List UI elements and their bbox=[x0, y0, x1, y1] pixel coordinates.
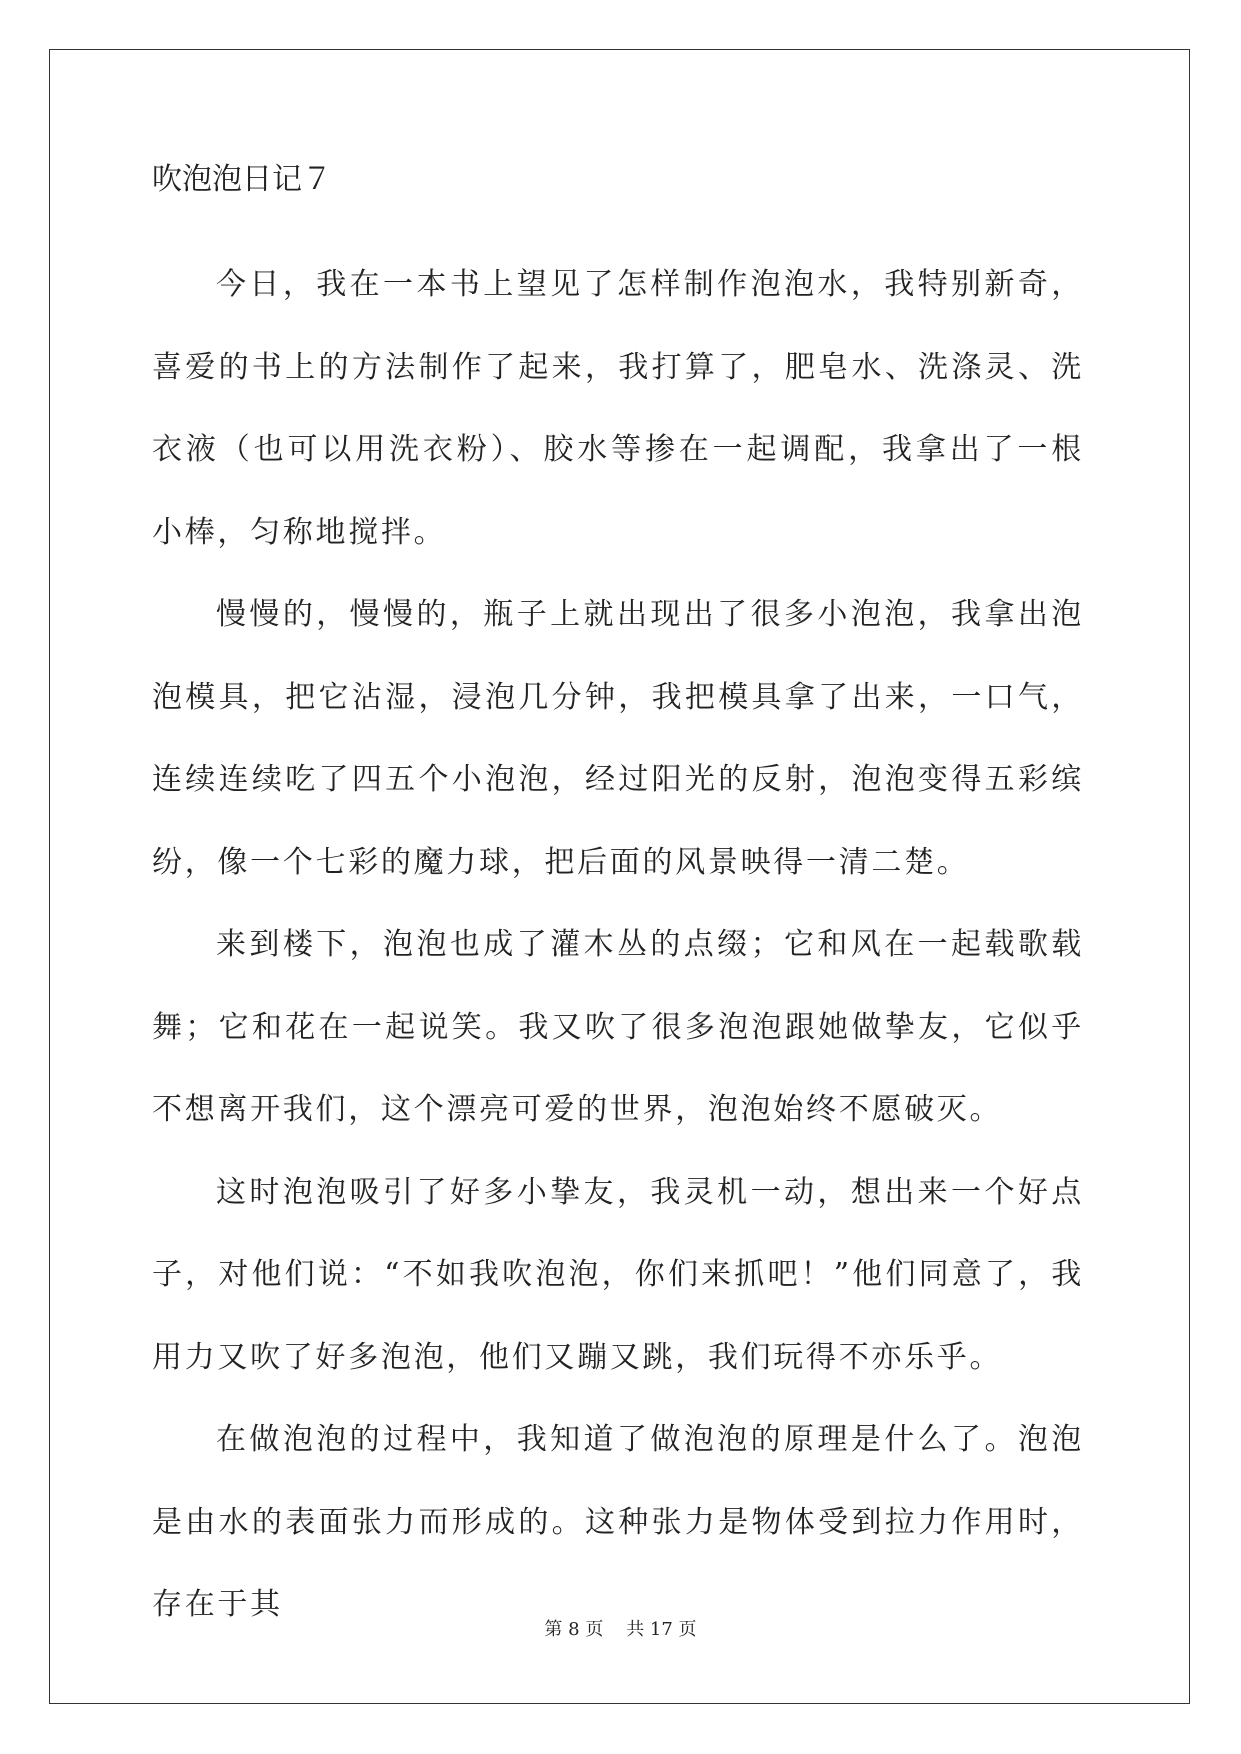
document-title: 吹泡泡日记７ bbox=[152, 162, 332, 197]
paragraph-5: 在做泡泡的过程中，我知道了做泡泡的原理是什么了。泡泡是由水的表面张力而形成的。这种张力是物体受到拉力作用时，存在于其 bbox=[152, 1422, 1084, 1622]
paragraph-4: 这时泡泡吸引了好多小挚友，我灵机一动，想出来一个好点子，对他们说：“不如我吹泡泡，你们来抓吧！”他们同意了，我用力又吹了好多泡泡，他们又蹦又跳，我们玩得不亦乐乎。 bbox=[152, 1174, 1084, 1375]
paragraph-2: 慢慢的，慢慢的，瓶子上就出现出了很多小泡泡，我拿出泡泡模具，把它沾湿，浸泡几分钟，我把模具拿了出来，一口气，连续连续吃了四五个小泡泡，经过阳光的反射，泡泡变得五彩缤纷，像一个七彩的魔力球，把后面的风景映得一清二楚。 bbox=[152, 597, 1084, 880]
page-number-footer: 第 8 页 共 17 页 bbox=[544, 1619, 697, 1640]
paragraph-3: 来到楼下，泡泡也成了灌木丛的点缀；它和风在一起载歌载舞；它和花在一起说笑。我又吹了很多泡泡跟她做挚友，它似乎不想离开我们，这个漂亮可爱的世界，泡泡始终不愿破灭。 bbox=[152, 927, 1084, 1127]
paragraph-1: 今日，我在一本书上望见了怎样制作泡泡水，我特别新奇，喜爱的书上的方法制作了起来，我打算了，肥皂水、洗涤灵、洗衣液（也可以用洗衣粉）、胶水等掺在一起调配，我拿出了一根小棒，匀称地搅拌。 bbox=[152, 267, 1084, 550]
document-body bbox=[152, 160, 1084, 1647]
